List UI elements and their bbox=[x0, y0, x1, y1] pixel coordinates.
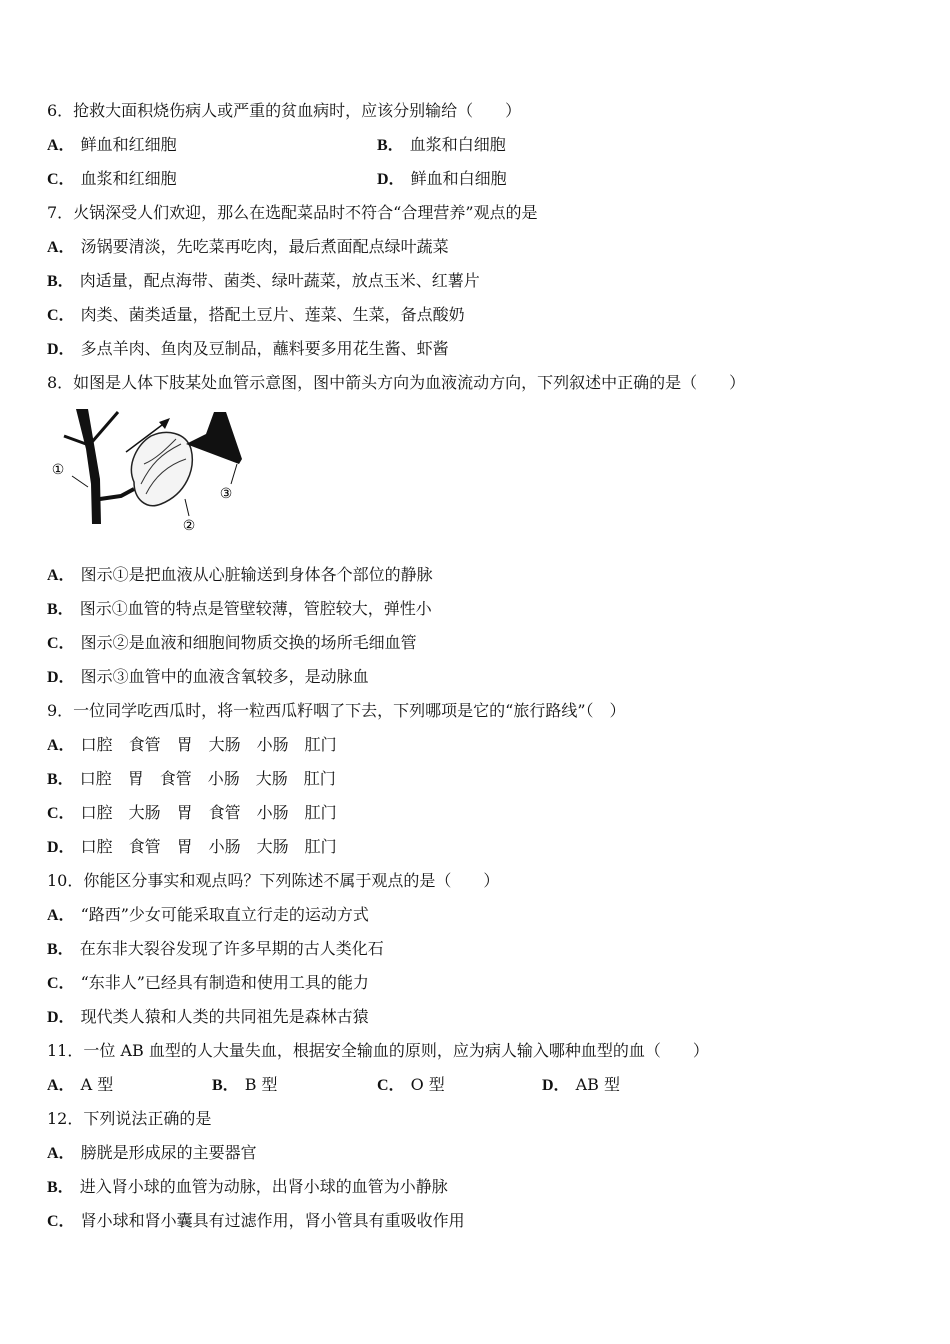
question-stem: 12．下列说法正确的是 bbox=[47, 1109, 212, 1128]
option-text: 图示①血管的特点是管壁较薄，管腔较大，弹性小 bbox=[79, 599, 432, 618]
option-c bbox=[47, 168, 177, 190]
option-label: C． bbox=[47, 307, 75, 324]
option-a bbox=[47, 236, 449, 258]
option-d bbox=[47, 1006, 369, 1028]
option-label: D． bbox=[47, 341, 75, 358]
option-text: A 型 bbox=[80, 1075, 114, 1094]
option-label: D． bbox=[542, 1077, 570, 1094]
option-text: 鲜血和白细胞 bbox=[410, 169, 507, 188]
question-stem: 10．你能区分事实和观点吗？下列陈述不属于观点的是（ ） bbox=[47, 871, 500, 890]
option-label: B． bbox=[377, 137, 404, 154]
option-label: A． bbox=[47, 1077, 75, 1094]
option-label: B． bbox=[47, 601, 74, 618]
option-c bbox=[47, 972, 369, 994]
option-label: A． bbox=[47, 239, 75, 256]
option-text: 汤锅要清淡，先吃菜再吃肉，最后煮面配点绿叶蔬菜 bbox=[80, 237, 449, 256]
option-d bbox=[47, 836, 337, 858]
option-c bbox=[47, 802, 337, 824]
option-label: D． bbox=[47, 669, 75, 686]
option-b bbox=[47, 1176, 448, 1198]
option-text: 现代类人猿和人类的共同祖先是森林古猿 bbox=[80, 1007, 369, 1026]
option-text: “路西”少女可能采取直立行走的运动方式 bbox=[80, 905, 369, 924]
option-text: 图示②是血液和细胞间物质交换的场所毛细血管 bbox=[80, 633, 417, 652]
option-d bbox=[47, 338, 449, 360]
option-b bbox=[47, 768, 336, 790]
question-stem: 6．抢救大面积烧伤病人或严重的贫血病时，应该分别输给（ ） bbox=[47, 101, 522, 120]
option-text: 口腔 食管 胃 大肠 小肠 肛门 bbox=[80, 735, 337, 754]
option-b bbox=[47, 598, 432, 620]
option-d bbox=[377, 168, 507, 190]
option-b bbox=[212, 1074, 278, 1096]
option-label: A． bbox=[47, 907, 75, 924]
option-text: 口腔 食管 胃 小肠 大肠 肛门 bbox=[80, 837, 337, 856]
option-text: 膀胱是形成尿的主要器官 bbox=[80, 1143, 257, 1162]
option-text: 血浆和白细胞 bbox=[409, 135, 506, 154]
option-text: 口腔 大肠 胃 食管 小肠 肛门 bbox=[80, 803, 337, 822]
question-stem: 8．如图是人体下肢某处血管示意图，图中箭头方向为血液流动方向，下列叙述中正确的是（ ） bbox=[47, 373, 746, 392]
option-d bbox=[542, 1074, 620, 1096]
option-text: 鲜血和红细胞 bbox=[80, 135, 177, 154]
question-stem: 7．火锅深受人们欢迎，那么在选配菜品时不符合“合理营养”观点的是 bbox=[47, 203, 538, 222]
option-text: 肉适量，配点海带、菌类、绿叶蔬菜，放点玉米、红薯片 bbox=[79, 271, 480, 290]
option-text: 图示③血管中的血液含氧较多，是动脉血 bbox=[80, 667, 369, 686]
option-label: A． bbox=[47, 1145, 75, 1162]
option-text: 血浆和红细胞 bbox=[80, 169, 177, 188]
option-text: 进入肾小球的血管为动脉，出肾小球的血管为小静脉 bbox=[79, 1177, 448, 1196]
label-1: ① bbox=[51, 462, 65, 478]
option-label: A． bbox=[47, 567, 75, 584]
option-label: A． bbox=[47, 137, 75, 154]
option-text: 在东非大裂谷发现了许多早期的古人类化石 bbox=[79, 939, 384, 958]
option-c bbox=[47, 304, 465, 326]
option-a bbox=[47, 904, 369, 926]
option-a bbox=[47, 734, 337, 756]
option-b bbox=[47, 938, 384, 960]
option-label: B． bbox=[47, 1179, 74, 1196]
option-label: C． bbox=[47, 171, 75, 188]
option-label: C． bbox=[47, 975, 75, 992]
option-text: O 型 bbox=[410, 1075, 445, 1094]
option-label: C． bbox=[377, 1077, 405, 1094]
label-2: ② bbox=[182, 518, 196, 534]
option-c bbox=[377, 1074, 445, 1096]
question-stem: 11．一位 AB 血型的人大量失血，根据安全输血的原则，应为病人输入哪种血型的血（ ） bbox=[47, 1041, 709, 1060]
option-text: 口腔 胃 食管 小肠 大肠 肛门 bbox=[79, 769, 336, 788]
option-label: A． bbox=[47, 737, 75, 754]
option-a bbox=[47, 1074, 113, 1096]
option-a bbox=[47, 1142, 257, 1164]
option-label: B． bbox=[212, 1077, 239, 1094]
option-label: B． bbox=[47, 273, 74, 290]
option-c bbox=[47, 632, 417, 654]
option-label: B． bbox=[47, 941, 74, 958]
option-label: B． bbox=[47, 771, 74, 788]
option-text: AB 型 bbox=[575, 1075, 620, 1094]
option-label: D． bbox=[47, 839, 75, 856]
question-stem: 9．一位同学吃西瓜时，将一粒西瓜籽咽了下去，下列哪项是它的“旅行路线”（ ） bbox=[47, 701, 626, 720]
option-d bbox=[47, 666, 369, 688]
option-label: C． bbox=[47, 805, 75, 822]
option-label: D． bbox=[47, 1009, 75, 1026]
blood-vessel-figure bbox=[46, 404, 246, 534]
option-text: B 型 bbox=[244, 1075, 278, 1094]
option-text: 肾小球和肾小囊具有过滤作用，肾小管具有重吸收作用 bbox=[80, 1211, 465, 1230]
option-text: “东非人”已经具有制造和使用工具的能力 bbox=[80, 973, 369, 992]
option-a bbox=[47, 134, 177, 156]
option-text: 图示①是把血液从心脏输送到身体各个部位的静脉 bbox=[80, 565, 433, 584]
option-b bbox=[377, 134, 506, 156]
option-label: C． bbox=[47, 635, 75, 652]
option-text: 肉类、菌类适量，搭配土豆片、莲菜、生菜，备点酸奶 bbox=[80, 305, 465, 324]
option-b bbox=[47, 270, 480, 292]
option-c bbox=[47, 1210, 465, 1232]
option-text: 多点羊肉、鱼肉及豆制品，蘸料要多用花生酱、虾酱 bbox=[80, 339, 449, 358]
option-label: C． bbox=[47, 1213, 75, 1230]
option-a bbox=[47, 564, 433, 586]
option-label: D． bbox=[377, 171, 405, 188]
label-3: ③ bbox=[219, 486, 233, 502]
